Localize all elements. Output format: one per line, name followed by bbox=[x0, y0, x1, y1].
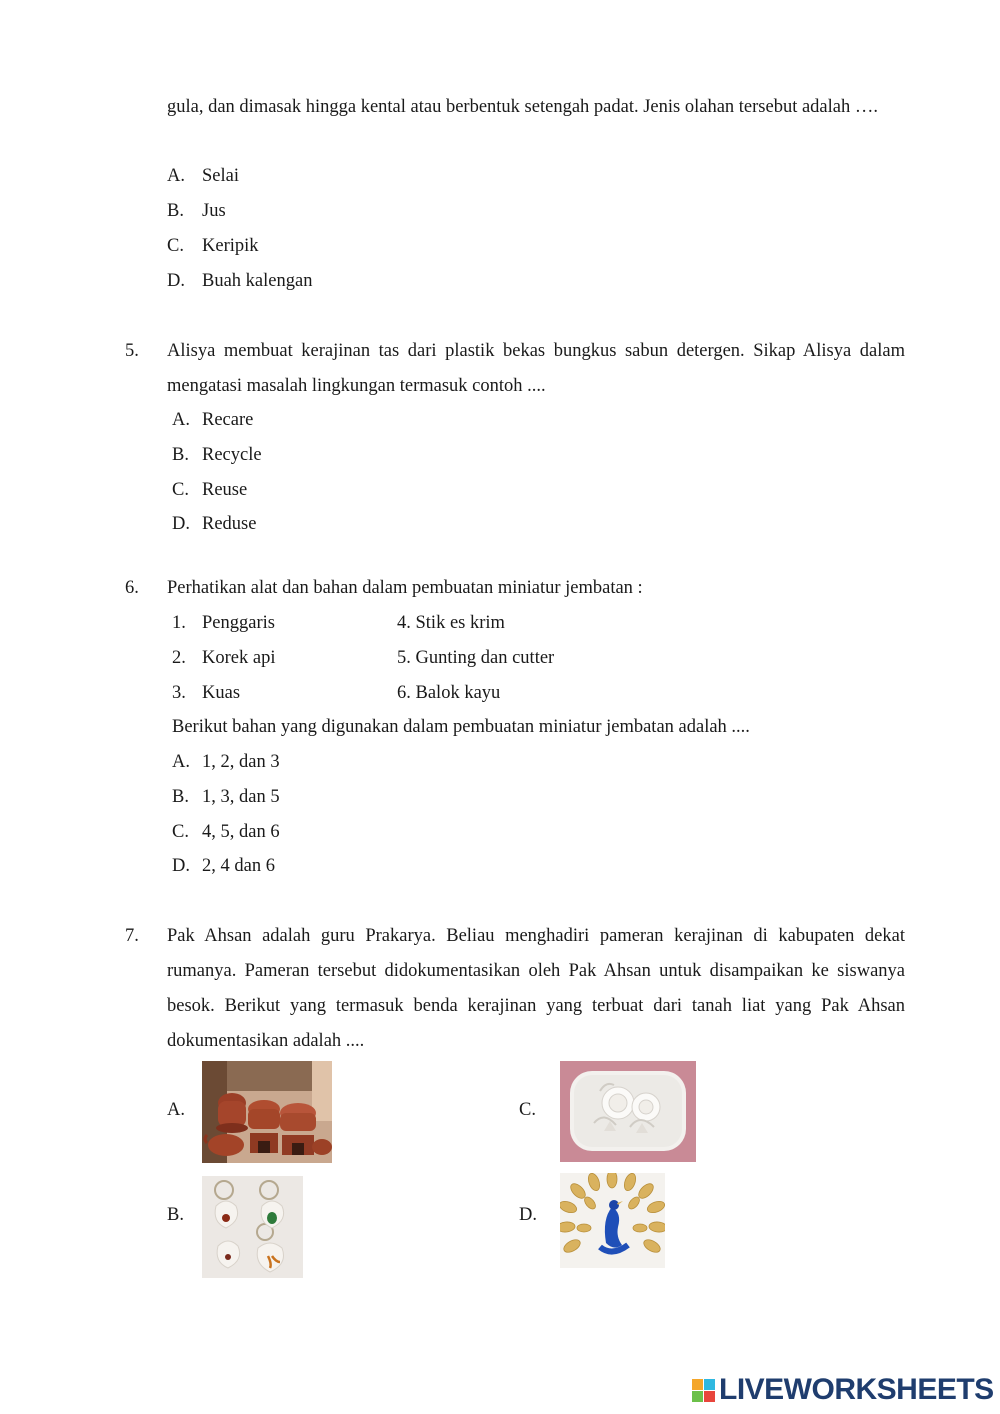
liveworksheets-logo-text: LIVEWORKSHEETS bbox=[719, 1373, 994, 1406]
q6-option-a-text: 1, 2, dan 3 bbox=[202, 752, 280, 772]
q5-number: 5. bbox=[125, 341, 139, 361]
q4-option-b-text: Jus bbox=[202, 201, 226, 221]
resin-keychains-photo bbox=[202, 1176, 303, 1278]
q7-option-a-letter: A. bbox=[167, 1100, 185, 1120]
q6-item-2-text: Korek api bbox=[202, 648, 276, 668]
carved-soap-flower-photo bbox=[560, 1061, 696, 1162]
q6-item-1-number: 1. bbox=[172, 613, 186, 633]
q5-option-b-letter: B. bbox=[172, 445, 189, 465]
q6-option-a-letter: A. bbox=[172, 752, 190, 772]
q7-number: 7. bbox=[125, 926, 139, 946]
q6-item-1-text: Penggaris bbox=[202, 613, 275, 633]
q6-item-5: 5. Gunting dan cutter bbox=[397, 648, 555, 668]
q6-option-c-letter: C. bbox=[172, 822, 189, 842]
liveworksheets-logo-mark-icon bbox=[692, 1379, 715, 1402]
q6-option-d-letter: D. bbox=[172, 856, 190, 876]
q6-option-b-letter: B. bbox=[172, 787, 189, 807]
q4-stem: gula, dan dimasak hingga kental atau berbentuk setengah padat. Jenis olahan tersebut adalah …. bbox=[167, 97, 878, 117]
spoon-peacock-photo bbox=[560, 1173, 665, 1268]
q6-option-c-text: 4, 5, dan 6 bbox=[202, 822, 280, 842]
logo-square-3 bbox=[692, 1391, 703, 1402]
q4-option-b-letter: B. bbox=[167, 201, 184, 221]
q6-option-b-text: 1, 3, dan 5 bbox=[202, 787, 280, 807]
q6-item-3-text: Kuas bbox=[202, 683, 241, 703]
q5-stem: Alisya membuat kerajinan tas dari plastik bekas bungkus sabun detergen. Sikap Alisya dalam mengatasi masalah lingkungan termasuk contoh .... bbox=[167, 341, 905, 396]
logo-square-1 bbox=[692, 1379, 703, 1390]
q4-option-c-text: Keripik bbox=[202, 236, 259, 256]
q7-option-b-image[interactable] bbox=[202, 1176, 303, 1278]
q6-item-2-number: 2. bbox=[172, 648, 186, 668]
q5-option-a-text: Recare bbox=[202, 410, 254, 430]
q7-option-d-image[interactable] bbox=[560, 1173, 665, 1268]
logo-square-2 bbox=[704, 1379, 715, 1390]
q6-number: 6. bbox=[125, 578, 139, 598]
q7-option-d-letter: D. bbox=[519, 1205, 537, 1225]
q6-option-d-text: 2, 4 dan 6 bbox=[202, 856, 275, 876]
q4-option-d-letter: D. bbox=[167, 271, 185, 291]
q5-option-c-letter: C. bbox=[172, 480, 189, 500]
q7-option-b-letter: B. bbox=[167, 1205, 184, 1225]
liveworksheets-logo[interactable] bbox=[692, 1374, 994, 1406]
q6-item-4: 4. Stik es krim bbox=[397, 613, 505, 633]
q6-stem: Perhatikan alat dan bahan dalam pembuatan miniatur jembatan : bbox=[167, 578, 643, 598]
q4-option-a-letter: A. bbox=[167, 166, 185, 186]
q6-item-6: 6. Balok kayu bbox=[397, 683, 501, 703]
q5-option-a-letter: A. bbox=[172, 410, 190, 430]
q7-option-c-letter: C. bbox=[519, 1100, 536, 1120]
q4-option-a-text: Selai bbox=[202, 166, 239, 186]
q5-option-d-letter: D. bbox=[172, 514, 190, 534]
clay-pottery-photo bbox=[202, 1061, 332, 1163]
q4-option-d-text: Buah kalengan bbox=[202, 271, 313, 291]
q5-option-d-text: Reduse bbox=[202, 514, 257, 534]
q7-option-c-image[interactable] bbox=[560, 1061, 696, 1162]
q6-item-3-number: 3. bbox=[172, 683, 186, 703]
q5-option-b-text: Recycle bbox=[202, 445, 262, 465]
q4-option-c-letter: C. bbox=[167, 236, 184, 256]
q7-option-a-image[interactable] bbox=[202, 1061, 332, 1163]
q7-stem: Pak Ahsan adalah guru Prakarya. Beliau menghadiri pameran kerajinan di kabupaten dekat rumanya. Pameran tersebut didokumentasikan oleh Pak Ahsan untuk disampaikan ke siswanya besok. Berikut yang termasuk benda kerajinan yang terbuat dari tanah liat yang Pak Ahsan dokumentasikan adalah .... bbox=[167, 926, 905, 1051]
q6-prompt: Berikut bahan yang digunakan dalam pembuatan miniatur jembatan adalah .... bbox=[172, 717, 750, 737]
q5-option-c-text: Reuse bbox=[202, 480, 248, 500]
logo-square-4 bbox=[704, 1391, 715, 1402]
